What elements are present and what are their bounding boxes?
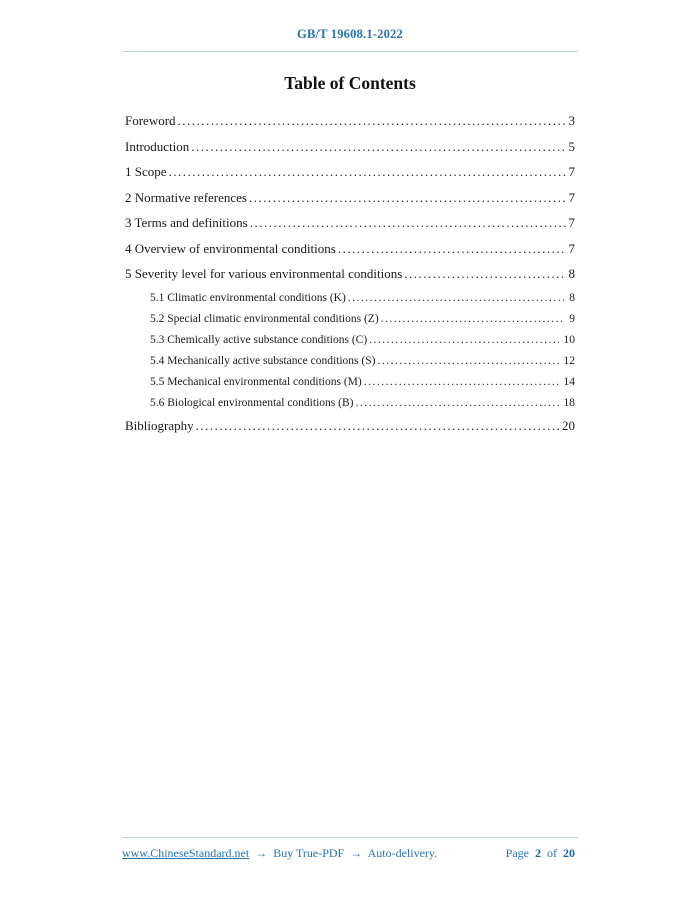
toc-entry-label: 5 Severity level for various environmental conditions bbox=[125, 266, 403, 281]
page-header bbox=[0, 0, 700, 52]
toc-entry-page: 14 bbox=[563, 375, 575, 388]
toc-entry-page: 7 bbox=[568, 240, 575, 256]
footer-action-buy: Buy True-PDF bbox=[273, 846, 345, 860]
toc-entry bbox=[125, 114, 575, 127]
toc-entry-page: 7 bbox=[568, 189, 575, 205]
toc-dot-leader bbox=[348, 293, 564, 305]
of-label: of bbox=[547, 846, 557, 860]
toc-subentry bbox=[125, 314, 575, 326]
toc-subentry bbox=[125, 293, 575, 305]
arrow-right-icon: → bbox=[255, 846, 268, 860]
toc-entry-label: 5.4 Mechanically active substance conditions (S) bbox=[150, 354, 376, 367]
toc-subentry bbox=[125, 356, 575, 368]
toc-entry bbox=[125, 242, 575, 255]
toc-dot-leader bbox=[364, 377, 559, 389]
toc-dot-leader bbox=[404, 267, 566, 280]
toc-entry-label: 5.5 Mechanical environmental conditions (M) bbox=[150, 375, 362, 388]
toc-entry-page: 9 bbox=[569, 312, 575, 325]
page-label: Page bbox=[505, 846, 529, 860]
toc-subentry bbox=[125, 335, 575, 347]
toc-dot-leader bbox=[381, 314, 565, 326]
toc-entry-page: 10 bbox=[563, 333, 575, 346]
current-page-number: 2 bbox=[535, 846, 541, 860]
toc-entry bbox=[125, 216, 575, 229]
footer-divider bbox=[122, 837, 578, 838]
footer-action-delivery: Auto-delivery. bbox=[367, 846, 438, 860]
toc-subentry bbox=[125, 377, 575, 389]
page-footer bbox=[122, 837, 578, 861]
toc-dot-leader bbox=[169, 165, 567, 178]
toc-entry-label: Foreword bbox=[125, 113, 176, 128]
toc-entry-label: Bibliography bbox=[125, 417, 194, 433]
toc-subentry bbox=[125, 398, 575, 410]
toc-entry bbox=[125, 191, 575, 204]
page-indicator bbox=[506, 846, 578, 861]
toc-entry-label: 5.1 Climatic environmental conditions (K) bbox=[150, 291, 346, 304]
header-divider bbox=[122, 51, 578, 52]
toc-dot-leader bbox=[249, 191, 567, 204]
toc-dot-leader bbox=[338, 242, 567, 255]
footer-promo bbox=[122, 846, 437, 861]
toc-entry-page: 18 bbox=[563, 396, 575, 409]
page-title: Table of Contents bbox=[284, 73, 416, 93]
toc-entry-page: 8 bbox=[568, 266, 575, 281]
toc-entry-page: 3 bbox=[568, 113, 575, 128]
toc-entry-page: 20 bbox=[562, 417, 575, 433]
toc-entry-page: 7 bbox=[568, 164, 575, 179]
toc-dot-leader bbox=[191, 140, 566, 153]
toc-dot-leader bbox=[178, 114, 567, 127]
toc-dot-leader bbox=[369, 335, 558, 347]
footer-row bbox=[122, 846, 578, 861]
toc-entry-label: 5.3 Chemically active substance conditions (C) bbox=[150, 333, 368, 346]
toc-entry bbox=[125, 267, 575, 280]
toc-entry-label: 5.6 Biological environmental conditions (B) bbox=[150, 396, 354, 409]
toc-dot-leader bbox=[377, 356, 558, 368]
toc-entry-label: 2 Normative references bbox=[125, 189, 247, 205]
toc-entry-page: 7 bbox=[568, 215, 575, 230]
toc-dot-leader bbox=[355, 398, 558, 410]
table-of-contents bbox=[125, 114, 575, 432]
toc-entry-label: 3 Terms and definitions bbox=[125, 215, 248, 230]
website-link[interactable]: www.ChineseStandard.net bbox=[122, 846, 250, 860]
toc-entry-label: 4 Overview of environmental conditions bbox=[125, 240, 336, 256]
toc-entry-page: 12 bbox=[563, 354, 575, 367]
toc-entry-page: 5 bbox=[568, 138, 575, 154]
toc-entry-label: Introduction bbox=[125, 138, 190, 154]
toc-entry bbox=[125, 419, 575, 432]
arrow-right-icon: → bbox=[350, 846, 363, 860]
toc-entry-label: 5.2 Special climatic environmental conditions (Z) bbox=[150, 312, 379, 325]
toc-entry bbox=[125, 140, 575, 153]
toc-dot-leader bbox=[196, 419, 560, 432]
toc-entry-page: 8 bbox=[569, 291, 575, 304]
toc-dot-leader bbox=[250, 216, 567, 229]
toc-entry-label: 1 Scope bbox=[125, 164, 167, 179]
standard-number: GB/T 19608.1-2022 bbox=[297, 27, 403, 41]
total-page-number: 20 bbox=[563, 846, 575, 860]
toc-entry bbox=[125, 165, 575, 178]
